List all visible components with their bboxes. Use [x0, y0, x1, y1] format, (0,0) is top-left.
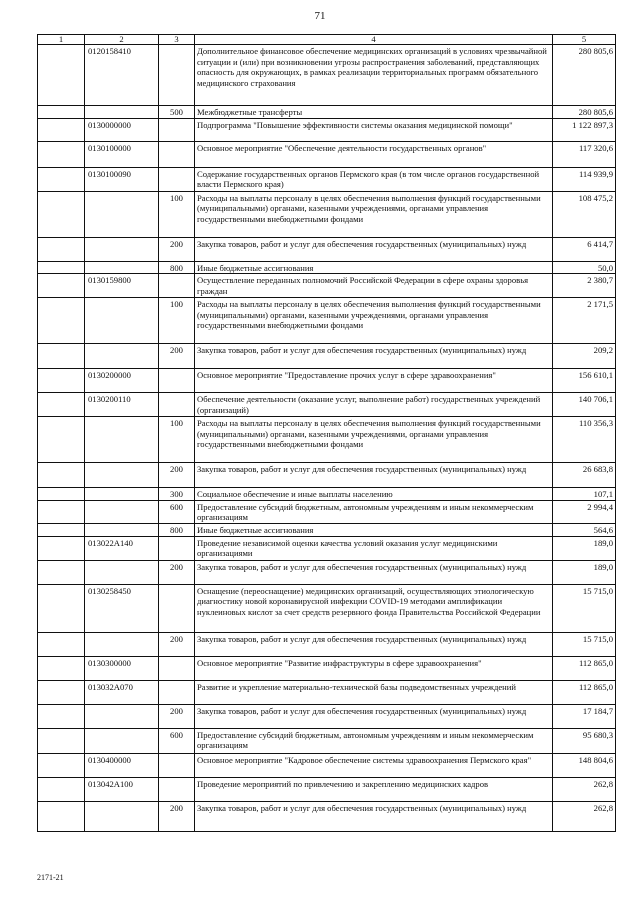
cell-target-code	[85, 632, 159, 656]
cell-name: Предоставление субсидий бюджетным, автономным учреждениям и иным некоммерческим организациям	[195, 728, 553, 753]
table-row	[38, 141, 616, 167]
cell-target-code	[85, 801, 159, 831]
cell-name: Развитие и укрепление материально-технической базы подведомственных учреждений	[195, 680, 553, 704]
table-row	[38, 261, 616, 274]
cell-amount: 2 171,5	[553, 298, 616, 344]
cell-target-code: 013032А070	[85, 680, 159, 704]
header-col-3: 3	[159, 35, 195, 45]
cell-name: Закупка товаров, работ и услуг для обеспечения государственных (муниципальных) нужд	[195, 632, 553, 656]
cell-expense-kind: 600	[159, 500, 195, 523]
cell-target-code	[85, 191, 159, 237]
table-row	[38, 45, 616, 106]
cell-amount: 50,0	[553, 261, 616, 274]
cell-amount: 2 380,7	[553, 274, 616, 298]
cell-amount: 262,8	[553, 801, 616, 831]
cell-name: Расходы на выплаты персоналу в целях обеспечения выполнения функций государственными (муниципальными) органами, казенными учреждениями, органами управления государственными внебюджетными фондами	[195, 417, 553, 463]
table-row	[38, 704, 616, 728]
table-row	[38, 801, 616, 831]
cell-target-code	[85, 298, 159, 344]
cell-name: Закупка товаров, работ и услуг для обеспечения государственных (муниципальных) нужд	[195, 463, 553, 488]
cell-expense-kind	[159, 584, 195, 632]
cell-expense-kind: 200	[159, 463, 195, 488]
cell-empty	[38, 191, 85, 237]
cell-empty	[38, 656, 85, 680]
table-row	[38, 344, 616, 369]
table-row	[38, 523, 616, 536]
cell-name: Закупка товаров, работ и услуг для обеспечения государственных (муниципальных) нужд	[195, 237, 553, 261]
cell-target-code	[85, 344, 159, 369]
cell-amount: 26 683,8	[553, 463, 616, 488]
cell-empty	[38, 560, 85, 584]
cell-target-code	[85, 728, 159, 753]
cell-empty	[38, 500, 85, 523]
footer-code: 2171-21	[37, 873, 64, 882]
cell-empty	[38, 728, 85, 753]
cell-empty	[38, 463, 85, 488]
cell-target-code: 0130200110	[85, 393, 159, 417]
cell-expense-kind	[159, 753, 195, 777]
cell-amount: 156 610,1	[553, 369, 616, 393]
cell-amount: 140 706,1	[553, 393, 616, 417]
table-row	[38, 417, 616, 463]
cell-name: Закупка товаров, работ и услуг для обеспечения государственных (муниципальных) нужд	[195, 704, 553, 728]
table-row	[38, 680, 616, 704]
cell-expense-kind	[159, 536, 195, 560]
cell-amount: 15 715,0	[553, 632, 616, 656]
cell-target-code	[85, 488, 159, 501]
cell-empty	[38, 344, 85, 369]
header-col-2: 2	[85, 35, 159, 45]
header-col-1: 1	[38, 35, 85, 45]
cell-empty	[38, 298, 85, 344]
cell-name: Обеспечение деятельности (оказание услуг, выполнение работ) государственных учреждений (организаций)	[195, 393, 553, 417]
cell-target-code	[85, 523, 159, 536]
cell-expense-kind: 200	[159, 560, 195, 584]
cell-name: Закупка товаров, работ и услуг для обеспечения государственных (муниципальных) нужд	[195, 344, 553, 369]
cell-amount: 17 184,7	[553, 704, 616, 728]
cell-expense-kind	[159, 274, 195, 298]
cell-expense-kind	[159, 369, 195, 393]
cell-target-code	[85, 237, 159, 261]
cell-amount: 189,0	[553, 536, 616, 560]
cell-name: Иные бюджетные ассигнования	[195, 523, 553, 536]
table-row	[38, 369, 616, 393]
cell-name: Предоставление субсидий бюджетным, автономным учреждениям и иным некоммерческим организациям	[195, 500, 553, 523]
cell-name: Проведение мероприятий по привлечению и закреплению медицинских кадров	[195, 777, 553, 801]
cell-target-code: 0130200000	[85, 369, 159, 393]
cell-expense-kind: 100	[159, 417, 195, 463]
cell-target-code	[85, 463, 159, 488]
table-row	[38, 753, 616, 777]
cell-empty	[38, 753, 85, 777]
table-row	[38, 656, 616, 680]
table-row	[38, 560, 616, 584]
cell-name: Основное мероприятие "Развитие инфраструктуры в сфере здравоохранения"	[195, 656, 553, 680]
cell-empty	[38, 777, 85, 801]
cell-target-code: 013022А140	[85, 536, 159, 560]
cell-amount: 112 865,0	[553, 680, 616, 704]
cell-target-code	[85, 500, 159, 523]
table-body	[38, 45, 616, 832]
cell-empty	[38, 237, 85, 261]
cell-name: Оснащение (переоснащение) медицинских организаций, осуществляющих этиологическую диагностику новой коронавирусной инфекции COVID-19 методами амплификации нуклеиновых кислот за счет средств резервного фонда Правительства Российской Федерации	[195, 584, 553, 632]
cell-target-code: 0130159800	[85, 274, 159, 298]
cell-expense-kind: 100	[159, 191, 195, 237]
cell-expense-kind: 800	[159, 261, 195, 274]
table-row	[38, 536, 616, 560]
cell-expense-kind: 500	[159, 106, 195, 119]
cell-name: Закупка товаров, работ и услуг для обеспечения государственных (муниципальных) нужд	[195, 560, 553, 584]
cell-expense-kind	[159, 393, 195, 417]
table-row	[38, 463, 616, 488]
cell-expense-kind	[159, 141, 195, 167]
cell-empty	[38, 274, 85, 298]
cell-empty	[38, 369, 85, 393]
cell-target-code: 0130100090	[85, 167, 159, 191]
cell-expense-kind: 600	[159, 728, 195, 753]
budget-table	[37, 34, 616, 832]
table-row	[38, 298, 616, 344]
cell-amount: 280 805,6	[553, 45, 616, 106]
cell-empty	[38, 680, 85, 704]
table-header	[38, 35, 616, 45]
cell-expense-kind: 200	[159, 704, 195, 728]
cell-expense-kind: 100	[159, 298, 195, 344]
page-number: 71	[314, 10, 326, 22]
table-row	[38, 584, 616, 632]
table-row	[38, 500, 616, 523]
cell-empty	[38, 393, 85, 417]
cell-empty	[38, 261, 85, 274]
table-row	[38, 777, 616, 801]
cell-expense-kind	[159, 167, 195, 191]
table-row	[38, 191, 616, 237]
cell-name: Закупка товаров, работ и услуг для обеспечения государственных (муниципальных) нужд	[195, 801, 553, 831]
cell-target-code: 0130000000	[85, 118, 159, 141]
cell-name: Основное мероприятие "Обеспечение деятельности государственных органов"	[195, 141, 553, 167]
table-row	[38, 167, 616, 191]
cell-amount: 189,0	[553, 560, 616, 584]
cell-name: Расходы на выплаты персоналу в целях обеспечения выполнения функций государственными (муниципальными) органами, казенными учреждениями, органами управления государственными внебюджетными фондами	[195, 298, 553, 344]
cell-empty	[38, 632, 85, 656]
table-row	[38, 118, 616, 141]
cell-empty	[38, 141, 85, 167]
cell-amount: 95 680,3	[553, 728, 616, 753]
cell-target-code	[85, 417, 159, 463]
cell-empty	[38, 488, 85, 501]
cell-name: Дополнительное финансовое обеспечение медицинских организаций в условиях чрезвычайной ситуации и (или) при возникновении угрозы распространения заболеваний, представляющих опасность для окружающих, в рамках реализации территориальных программ обязательного медицинского страхования	[195, 45, 553, 106]
cell-amount: 148 804,6	[553, 753, 616, 777]
cell-empty	[38, 801, 85, 831]
cell-empty	[38, 704, 85, 728]
table-row	[38, 393, 616, 417]
cell-target-code: 0130300000	[85, 656, 159, 680]
cell-amount: 108 475,2	[553, 191, 616, 237]
cell-expense-kind	[159, 656, 195, 680]
cell-expense-kind	[159, 45, 195, 106]
cell-amount: 280 805,6	[553, 106, 616, 119]
cell-target-code	[85, 560, 159, 584]
cell-target-code: 0130258450	[85, 584, 159, 632]
cell-name: Иные бюджетные ассигнования	[195, 261, 553, 274]
cell-expense-kind: 200	[159, 237, 195, 261]
cell-expense-kind: 300	[159, 488, 195, 501]
cell-amount: 262,8	[553, 777, 616, 801]
cell-expense-kind: 200	[159, 344, 195, 369]
cell-name: Расходы на выплаты персоналу в целях обеспечения выполнения функций государственными (муниципальными) органами, казенными учреждениями, органами управления государственными внебюджетными фондами	[195, 191, 553, 237]
cell-name: Основное мероприятие "Кадровое обеспечение системы здравоохранения Пермского края"	[195, 753, 553, 777]
cell-target-code	[85, 704, 159, 728]
table-row	[38, 632, 616, 656]
cell-expense-kind: 200	[159, 632, 195, 656]
cell-empty	[38, 106, 85, 119]
cell-name: Основное мероприятие "Предоставление прочих услуг в сфере здравоохранения"	[195, 369, 553, 393]
cell-amount: 1 122 897,3	[553, 118, 616, 141]
cell-amount: 564,6	[553, 523, 616, 536]
cell-empty	[38, 45, 85, 106]
cell-target-code: 013042А100	[85, 777, 159, 801]
cell-amount: 114 939,9	[553, 167, 616, 191]
cell-amount: 6 414,7	[553, 237, 616, 261]
cell-empty	[38, 536, 85, 560]
cell-empty	[38, 118, 85, 141]
header-col-5: 5	[553, 35, 616, 45]
cell-empty	[38, 584, 85, 632]
cell-target-code	[85, 261, 159, 274]
cell-name: Межбюджетные трансферты	[195, 106, 553, 119]
cell-expense-kind	[159, 777, 195, 801]
cell-target-code: 0120158410	[85, 45, 159, 106]
cell-empty	[38, 167, 85, 191]
cell-name: Проведение независимой оценки качества условий оказания услуг медицинскими организациями	[195, 536, 553, 560]
cell-amount: 107,1	[553, 488, 616, 501]
cell-amount: 112 865,0	[553, 656, 616, 680]
cell-expense-kind	[159, 680, 195, 704]
cell-amount: 15 715,0	[553, 584, 616, 632]
cell-name: Содержание государственных органов Пермского края (в том числе органов государственной власти Пермского края)	[195, 167, 553, 191]
cell-expense-kind: 200	[159, 801, 195, 831]
table-row	[38, 728, 616, 753]
cell-name: Социальное обеспечение и иные выплаты населению	[195, 488, 553, 501]
cell-amount: 2 994,4	[553, 500, 616, 523]
cell-target-code: 0130400000	[85, 753, 159, 777]
cell-amount: 117 320,6	[553, 141, 616, 167]
cell-target-code: 0130100000	[85, 141, 159, 167]
cell-empty	[38, 417, 85, 463]
cell-expense-kind: 800	[159, 523, 195, 536]
table-row	[38, 488, 616, 501]
table-row	[38, 106, 616, 119]
table-row	[38, 274, 616, 298]
cell-expense-kind	[159, 118, 195, 141]
cell-amount: 209,2	[553, 344, 616, 369]
cell-target-code	[85, 106, 159, 119]
cell-name: Осуществление переданных полномочий Российской Федерации в сфере охраны здоровья граждан	[195, 274, 553, 298]
cell-name: Подпрограмма "Повышение эффективности системы оказания медицинской помощи"	[195, 118, 553, 141]
cell-amount: 110 356,3	[553, 417, 616, 463]
cell-empty	[38, 523, 85, 536]
header-col-4: 4	[195, 35, 553, 45]
table-row	[38, 237, 616, 261]
